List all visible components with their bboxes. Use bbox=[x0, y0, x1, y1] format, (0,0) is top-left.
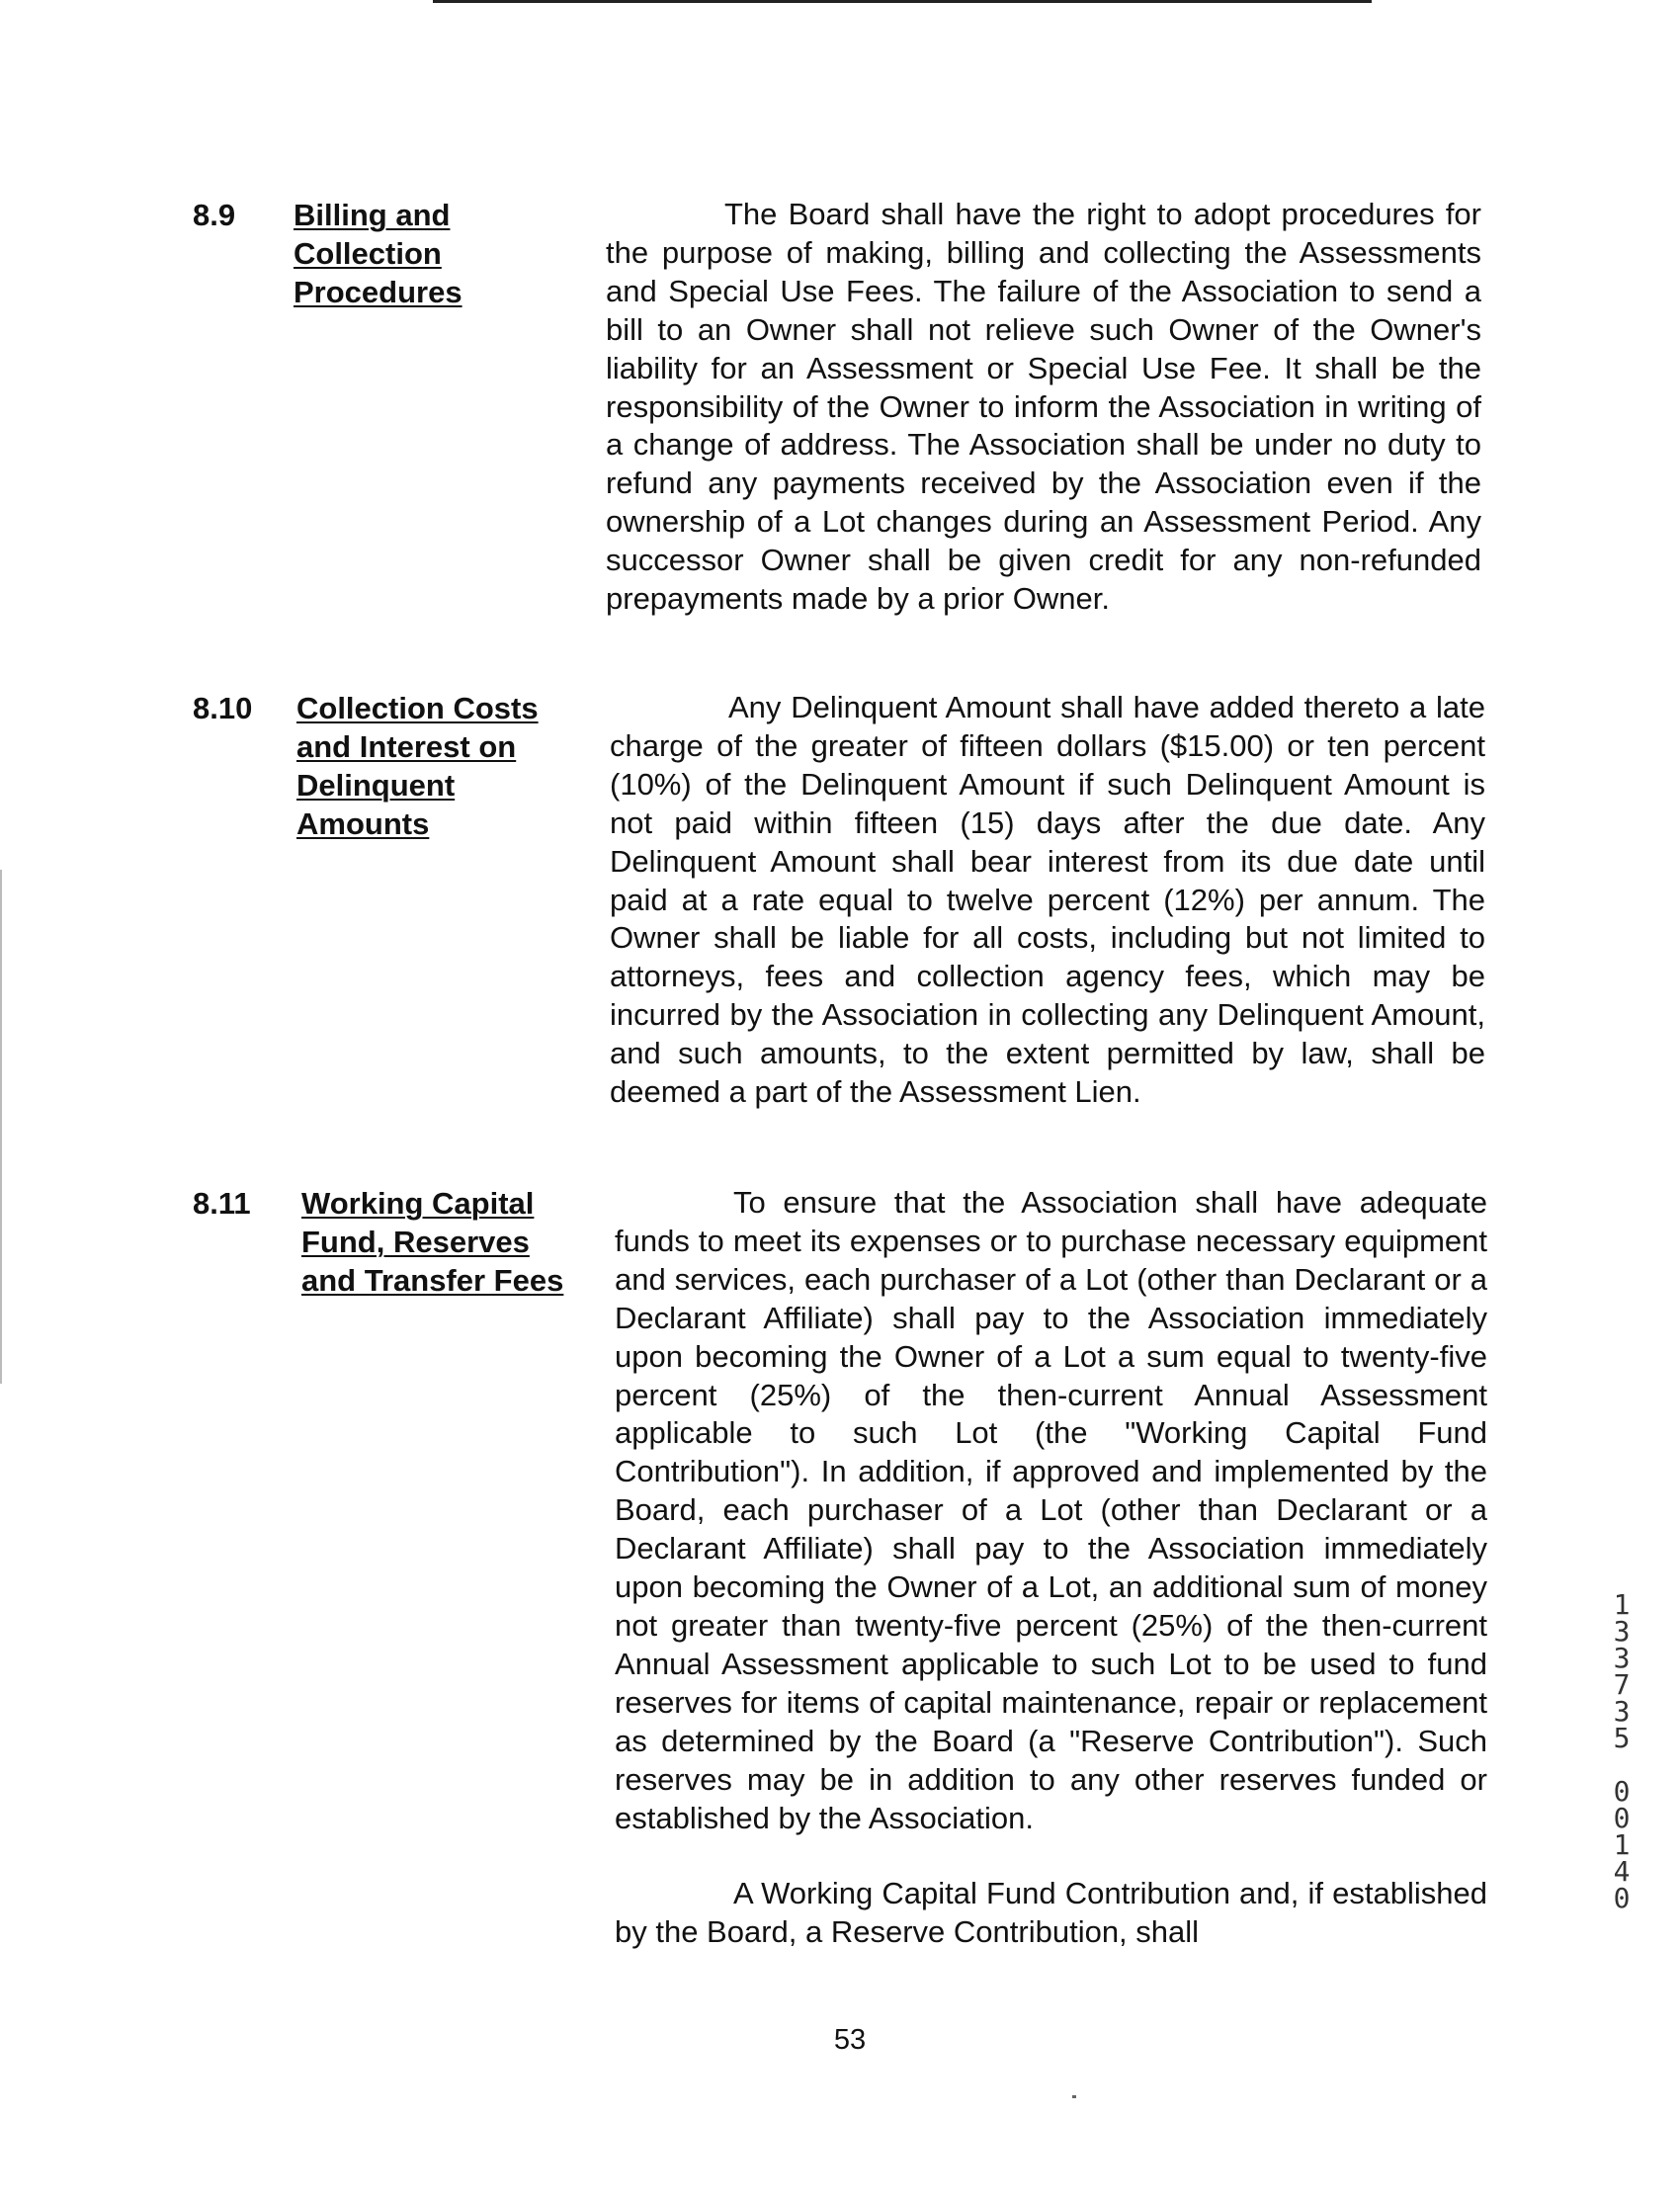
left-scan-edge bbox=[0, 870, 2, 1384]
scan-speck bbox=[1072, 2095, 1076, 2098]
top-scan-rule bbox=[433, 0, 1372, 3]
section-paragraph: A Working Capital Fund Contribution and, if established by the Board, a Reserve Contribution, shall bbox=[615, 1876, 1487, 1950]
section-body bbox=[615, 1184, 1487, 1952]
section-heading: Working Capital Fund, Reserves and Transfer Fees bbox=[301, 1186, 564, 1298]
section-number: 8.10 bbox=[193, 691, 253, 725]
section-heading: Billing and Collection Procedures bbox=[294, 198, 462, 309]
section-paragraph: The Board shall have the right to adopt procedures for the purpose of making, billing and collecting the Assessments and Special Use Fees. The failure of the Association to send a bill to an Owner shall not relieve such Owner of the Owner's liability for an Assessment or Special Use Fee. It shall be the responsibility of the Owner to inform the Association in writing of a change of address. The Association shall be under no duty to refund any payments received by the Association even if the ownership of a Lot changes during an Assessment Period. Any successor Owner shall be given credit for any non-refunded prepayments made by a prior Owner. bbox=[606, 197, 1481, 617]
document-stamp-number: 1 3 3 7 3 5 0 0 1 4 0 bbox=[1613, 1588, 1631, 1914]
section-paragraph: To ensure that the Association shall have adequate funds to meet its expenses or to purchase necessary equipment and services, each purchaser of a Lot (other than Declarant or a Declarant Affiliate) shall pay to the Association immediately upon becoming the Owner of a Lot a sum equal to twenty-five percent (25%) of the then-current Annual Assessment applicable to such Lot (the "Working Capital Fund Contribution"). In addition, if approved and implemented by the Board, each purchaser of a Lot (other than Declarant or a Declarant Affiliate) shall pay to the Association immediately upon becoming the Owner of a Lot, an additional sum of money not greater than twenty-five percent (25%) of the then-current Annual Assessment applicable to such Lot to be used to fund reserves for items of capital maintenance, repair or replacement as determined by the Board (a "Reserve Contribution"). Such reserves may be in addition to any other reserves funded or established by the Association. bbox=[615, 1185, 1487, 1835]
page-number: 53 bbox=[833, 2024, 867, 2056]
section-number: 8.11 bbox=[193, 1186, 251, 1221]
section-body bbox=[610, 689, 1485, 1112]
section-number: 8.9 bbox=[193, 198, 236, 232]
section-paragraph: Any Delinquent Amount shall have added thereto a late charge of the greater of fifteen dollars ($15.00) or ten percent (10%) of the Delinquent Amount if such Delinquent Amount is not paid within fifteen (15) days after the due date. Any Delinquent Amount shall bear interest from its due date until paid at a rate equal to twelve percent (12%) per annum. The Owner shall be liable for all costs, including but not limited to attorneys, fees and collection agency fees, which may be incurred by the Association in collecting any Delinquent Amount, and such amounts, to the extent permitted by law, shall be deemed a part of the Assessment Lien. bbox=[610, 690, 1485, 1110]
section-body bbox=[606, 196, 1481, 619]
section-heading: Collection Costs and Interest on Delinquent Amounts bbox=[296, 691, 539, 841]
